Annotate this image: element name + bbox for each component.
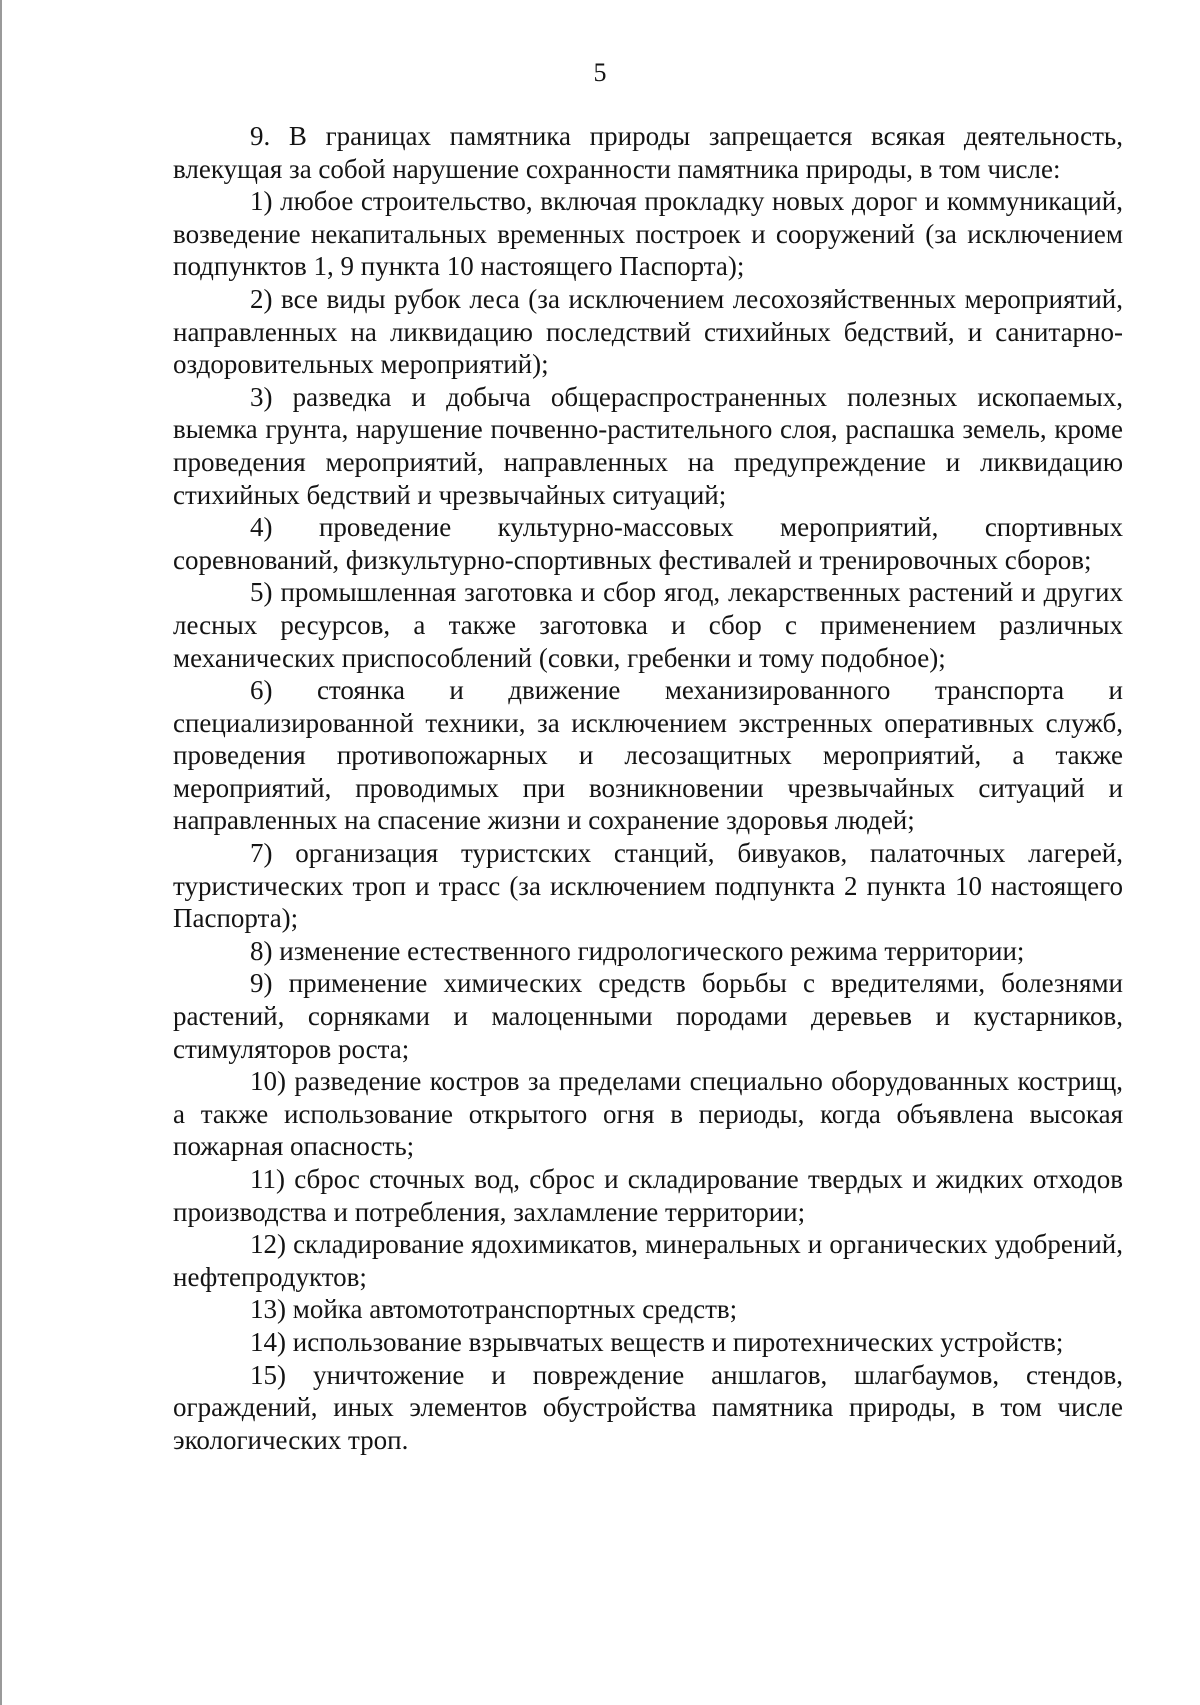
list-item-15: 15) уничтожение и повреждение аншлагов, шлагбаумов, стендов, ограждений, иных элементов обустройства памятника природы, в том числе экологических троп. [173, 1359, 1123, 1455]
list-item-1: 1) любое строительство, включая прокладку новых дорог и коммуникаций, возведение некапитальных временных построек и сооружений (за исключением подпунктов 1, 9 пункта 10 настоящего Паспорта); [173, 186, 1123, 282]
list-item-5: 5) промышленная заготовка и сбор ягод, лекарственных растений и других лесных ресурсов, а также заготовка и сбор с применением различных механических приспособлений (совки, гребенки и тому подобное); [173, 577, 1123, 673]
list-item-2: 2) все виды рубок леса (за исключением лесохозяйственных мероприятий, направленных на ликвидацию последствий стихийных бедствий, и санитарно-оздоровительных мероприятий); [173, 283, 1123, 380]
list-item-6: 6) стоянка и движение механизированного транспорта и специализированной техники, за исключением экстренных оперативных служб, проведения противопожарных и лесозащитных мероприятий, а также мероприятий, проводимых при возникновении чрезвычайных ситуаций и направленных на спасение жизни и сохранение здоровья людей; [173, 675, 1123, 836]
list-item-11: 11) сброс сточных вод, сброс и складирование твердых и жидких отходов производства и потребления, захламление территории; [173, 1164, 1123, 1227]
document-body [173, 120, 1123, 1456]
list-item-13: 13) мойка автомототранспортных средств; [250, 1294, 738, 1325]
list-item-14: 14) использование взрывчатых веществ и пиротехнических устройств; [250, 1326, 1064, 1357]
list-item-3: 3) разведка и добыча общераспространенных полезных ископаемых, выемка грунта, нарушение почвенно-растительного слоя, распашка земель, кроме проведения мероприятий, направленных на предупреждение и ликвидацию стихийных бедствий и чрезвычайных ситуаций; [173, 381, 1123, 510]
list-item-4: 4) проведение культурно-массовых мероприятий, спортивных соревнований, физкультурно-спортивных фестивалей и тренировочных сборов; [173, 512, 1123, 575]
list-item-12: 12) складирование ядохимикатов, минеральных и органических удобрений, нефтепродуктов; [173, 1229, 1123, 1292]
scan-edge [0, 0, 2, 1705]
page-number: 5 [593, 58, 607, 87]
paragraph-9: 9. В границах памятника природы запрещается всякая деятельность, влекущая за собой нарушение сохранности памятника природы, в том числе: [173, 121, 1123, 184]
list-item-9: 9) применение химических средств борьбы с вредителями, болезнями растений, сорняками и малоценными породами деревьев и кустарников, стимуляторов роста; [173, 968, 1123, 1064]
list-item-7: 7) организация туристских станций, бивуаков, палаточных лагерей, туристических троп и трасс (за исключением подпункта 2 пункта 10 настоящего Паспорта); [173, 838, 1123, 934]
list-item-10: 10) разведение костров за пределами специально оборудованных кострищ, а также использование открытого огня в периоды, когда объявлена высокая пожарная опасность; [173, 1066, 1123, 1162]
list-item-8: 8) изменение естественного гидрологического режима территории; [250, 935, 1025, 966]
